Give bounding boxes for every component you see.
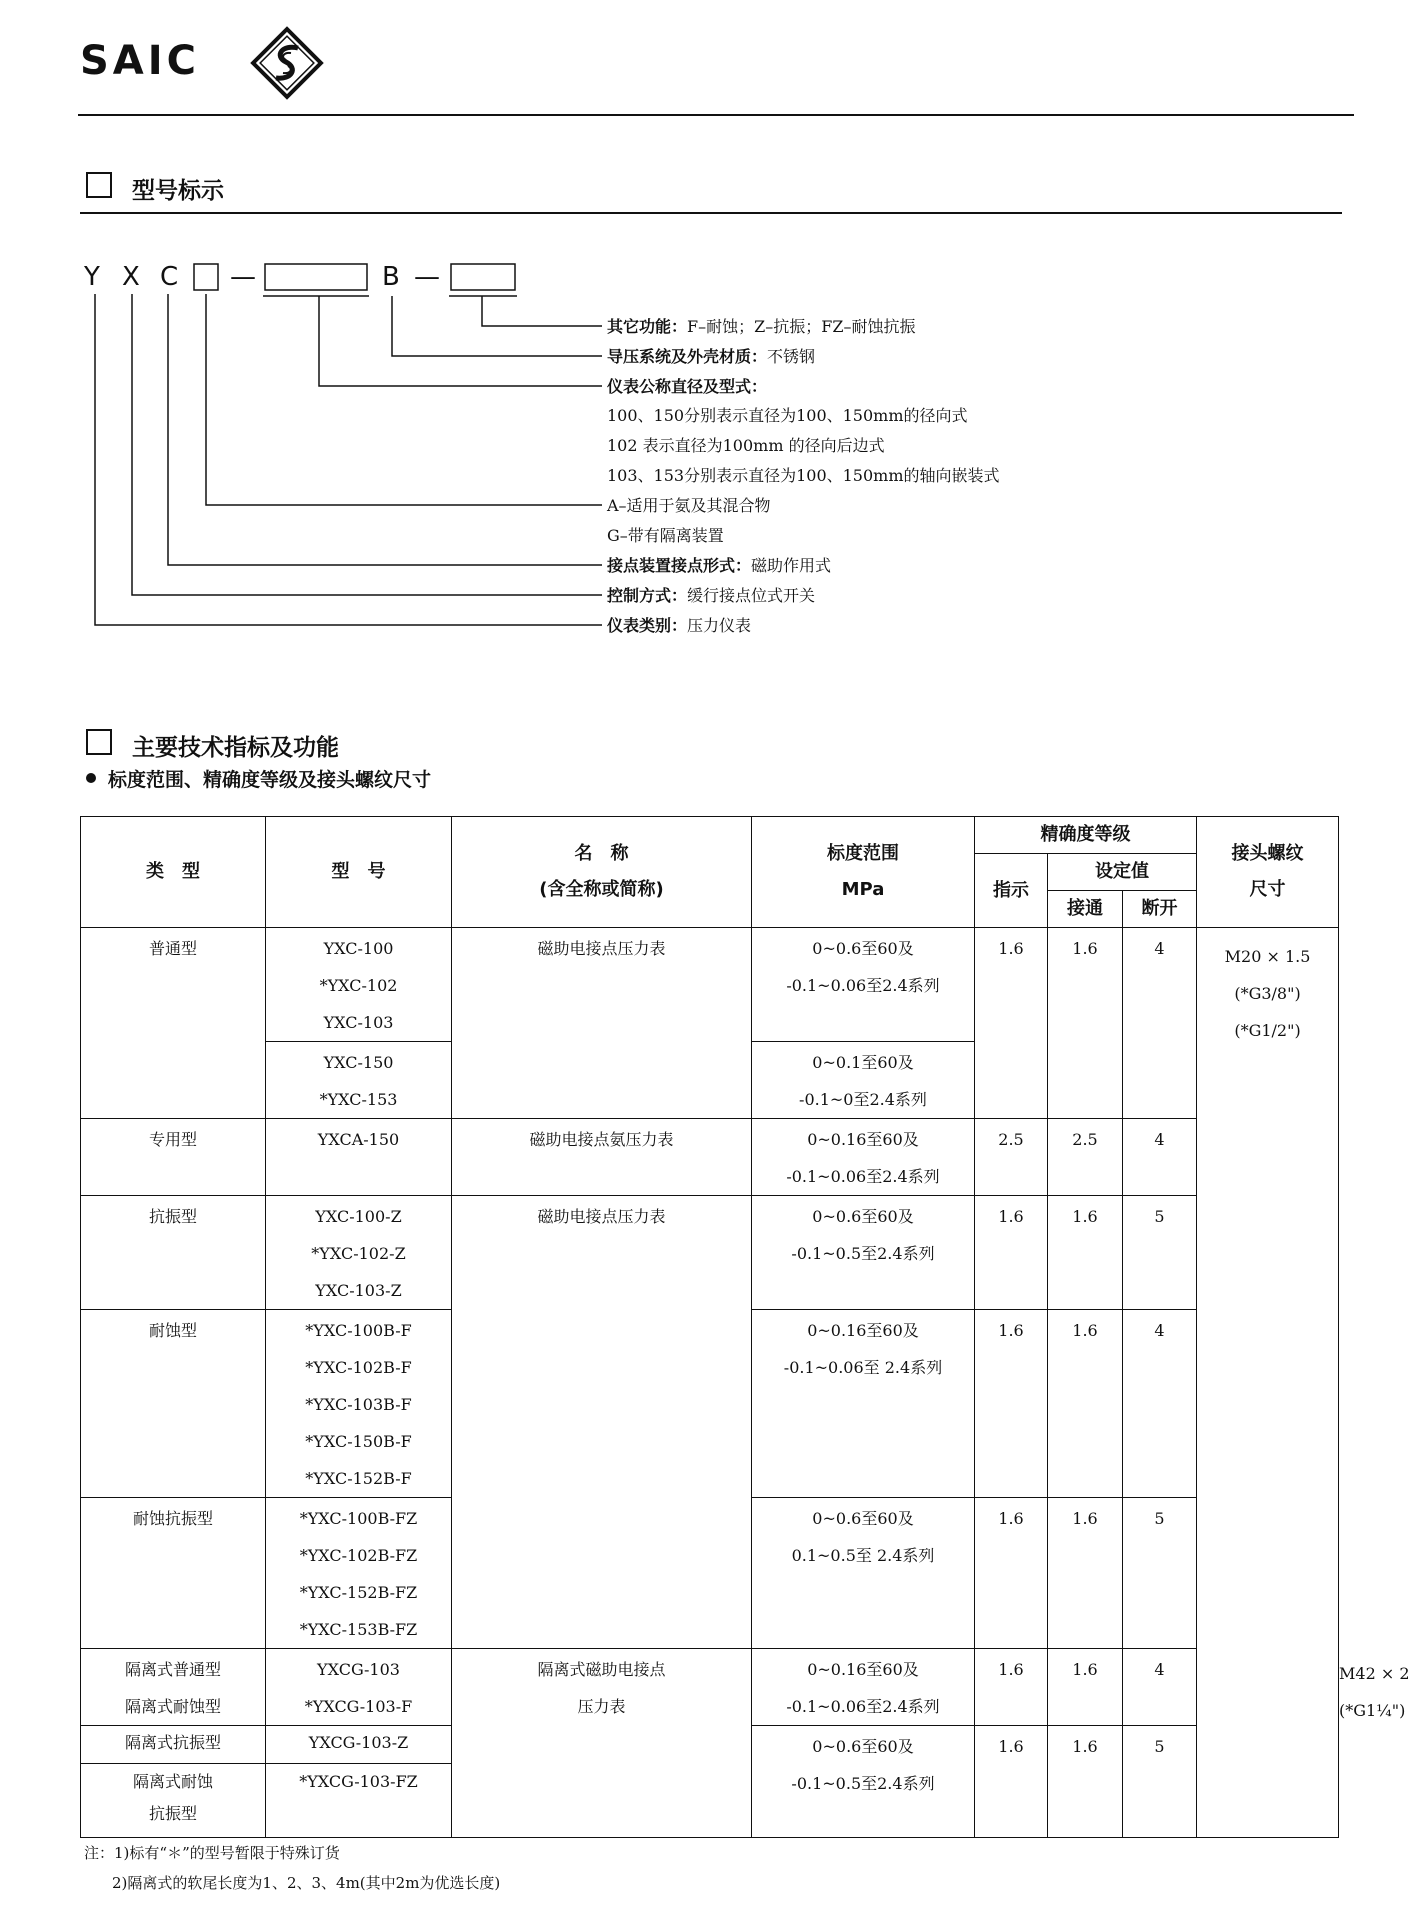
table-cell-indicate: 1.6 bbox=[975, 1196, 1048, 1310]
table-cell-type: 隔离式抗振型 bbox=[81, 1726, 266, 1764]
table-cell-thread: M20 × 1.5 (*G3/8") (*G1/2") bbox=[1197, 928, 1339, 1838]
bullet-dot-icon bbox=[86, 773, 96, 783]
table-cell-models: YXCG-103 *YXCG-103-F bbox=[266, 1649, 452, 1726]
code-letter-c: C bbox=[160, 262, 179, 292]
annotation: 导压系统及外壳材质：不锈钢 bbox=[607, 347, 816, 366]
code-dash: — bbox=[230, 262, 256, 292]
table-cell-range: 0~0.16至60及 -0.1~0.06至2.4系列 bbox=[752, 1649, 975, 1726]
table-cell-type: 抗振型 bbox=[81, 1196, 266, 1310]
table-cell-off: 4 bbox=[1123, 1310, 1197, 1498]
header-indicate: 指示 bbox=[975, 854, 1048, 928]
table-cell-range: 0~0.6至60及 -0.1~0.06至2.4系列 bbox=[752, 928, 975, 1042]
table-cell-type: 普通型 bbox=[81, 928, 266, 1119]
table-cell-on: 1.6 bbox=[1048, 1649, 1123, 1726]
table-cell-models: YXC-100 *YXC-102 YXC-103 bbox=[266, 928, 452, 1042]
table-cell-off: 5 bbox=[1123, 1726, 1197, 1838]
table-cell-models: YXC-100-Z *YXC-102-Z YXC-103-Z bbox=[266, 1196, 452, 1310]
footnote: 2)隔离式的软尾长度为1、2、3、4m(其中2m为优选长度) bbox=[112, 1874, 501, 1892]
table-cell-off: 4 bbox=[1123, 1119, 1197, 1196]
header-name: 名 称 (含全称或简称) bbox=[452, 817, 752, 928]
table-cell-models: YXCG-103-Z bbox=[266, 1726, 452, 1764]
table-cell-indicate: 1.6 bbox=[975, 928, 1048, 1119]
table-cell-on: 2.5 bbox=[1048, 1119, 1123, 1196]
header-type: 类 型 bbox=[81, 817, 266, 928]
section-title-specs: 主要技术指标及功能 bbox=[132, 735, 339, 761]
code-letter-b: B bbox=[382, 262, 400, 292]
section-title-model: 型号标示 bbox=[132, 178, 224, 204]
table-cell-type: 耐蚀抗振型 bbox=[81, 1498, 266, 1649]
table-cell-name: 磁助电接点压力表 bbox=[452, 928, 752, 1119]
annotation: 仪表类别：压力仪表 bbox=[607, 616, 752, 635]
annotation: 控制方式：缓行接点位式开关 bbox=[607, 586, 816, 605]
code-letter-y: Y bbox=[84, 262, 100, 292]
table-cell-on: 1.6 bbox=[1048, 1726, 1123, 1838]
table-cell-off: 5 bbox=[1123, 1196, 1197, 1310]
subsection-title: 标度范围、精确度等级及接头螺纹尺寸 bbox=[108, 769, 432, 791]
table-cell-off: 4 bbox=[1123, 928, 1197, 1119]
code-dash: — bbox=[414, 262, 440, 292]
table-cell-type: 专用型 bbox=[81, 1119, 266, 1196]
table-cell-on: 1.6 bbox=[1048, 1196, 1123, 1310]
header-off: 断开 bbox=[1123, 891, 1197, 928]
table-cell-indicate: 1.6 bbox=[975, 1726, 1048, 1838]
annotation: 100、150分别表示直径为100、150mm的径向式 bbox=[607, 406, 968, 425]
annotation: A–适用于氨及其混合物 bbox=[607, 496, 771, 515]
code-letter-x: X bbox=[122, 262, 140, 292]
table-cell-on: 1.6 bbox=[1048, 928, 1123, 1119]
table-cell-on: 1.6 bbox=[1048, 1498, 1123, 1649]
table-cell-on: 1.6 bbox=[1048, 1310, 1123, 1498]
table-cell-models: YXC-150 *YXC-153 bbox=[266, 1042, 452, 1119]
table-cell-indicate: 1.6 bbox=[975, 1649, 1048, 1726]
annotation: 仪表公称直径及型式： bbox=[607, 377, 768, 396]
annotation: 102 表示直径为100mm 的径向后边式 bbox=[607, 436, 885, 455]
annotation: G–带有隔离装置 bbox=[607, 526, 724, 545]
section-checkbox-icon bbox=[86, 729, 112, 755]
table-cell-type: 隔离式耐蚀 抗振型 bbox=[81, 1764, 266, 1838]
header-setting: 设定值 bbox=[1048, 854, 1197, 891]
header-thread: 接头螺纹 尺寸 bbox=[1197, 817, 1339, 928]
table-cell-range: 0~0.6至60及 0.1~0.5至 2.4系列 bbox=[752, 1498, 975, 1649]
header-on: 接通 bbox=[1048, 891, 1123, 928]
table-cell-range: 0~0.1至60及 -0.1~0至2.4系列 bbox=[752, 1042, 975, 1119]
table-cell-off: 4 bbox=[1123, 1649, 1197, 1726]
annotation: 103、153分别表示直径为100、150mm的轴向嵌装式 bbox=[607, 466, 1000, 485]
table-cell-type: 隔离式普通型 隔离式耐蚀型 bbox=[81, 1649, 266, 1726]
header-range: 标度范围 MPa bbox=[752, 817, 975, 928]
table-cell-type: 耐蚀型 bbox=[81, 1310, 266, 1498]
spec-table: 类 型 型 号 名 称 (含全称或简称) 标度范围 MPa 精确度等级 接头螺纹 尺寸 指示 设定值 接通 断开 普通型 YXC-100 *YXC-102 YXC-103 磁助电接点压力表 0~0.6至60及 -0.1~0.06至2.4系列 1.6 1.6 4 M20 × 1.5 (*G3/8") (*G1/2") YXC-150 *YXC-153 0~0.1至60及 -0.1~0至2.4系列 专用型 YXCA-150 磁助电接点氨压力表 0~0.16至60及 -0.1~0.06至2.4系列 2.5 2.5 4 抗振型 YXC-100-Z *YXC-102-Z YXC-103-Z 磁助电接点压力表 0~0.6至60及 -0.1~0.5至2.4系列 1.6 1.6 5 耐蚀型 *YXC-100B-F *YXC-102B-F *YXC-103B-F *YXC-150B-F *YXC-152B-F 0~0.16至60及 -0.1~0.06至 2.4系列 1.6 1.6 4 耐蚀抗振型 *YXC-100B-FZ *YXC-102B-FZ *YXC-152B-FZ *YXC-153B-FZ 0~0.6至60及 0.1~0.5至 2.4系列 1.6 1.6 5 隔离式普通型 隔离式耐蚀型 YXCG-103 *YXCG-103-F 隔离式磁助电接点 压力表 0~0.16至60及 -0.1~0.06至2.4系列 1.6 1.6 4 M42 × 2 (*G1¼") 隔离式抗振型 YXCG-103-Z 0~0.6至60及 -0.1~0.5至2.4系列 1.6 1.6 5 隔离式耐蚀 抗振型 *YXCG-103-FZ bbox=[80, 816, 1339, 1838]
table-cell-name: 磁助电接点氨压力表 bbox=[452, 1119, 752, 1196]
table-cell-indicate: 1.6 bbox=[975, 1498, 1048, 1649]
table-cell-range: 0~0.6至60及 -0.1~0.5至2.4系列 bbox=[752, 1196, 975, 1310]
annotation: 接点装置接点形式：磁助作用式 bbox=[607, 556, 832, 575]
table-cell-indicate: 2.5 bbox=[975, 1119, 1048, 1196]
table-cell-models: YXCA-150 bbox=[266, 1119, 452, 1196]
table-cell-indicate: 1.6 bbox=[975, 1310, 1048, 1498]
table-cell-range: 0~0.6至60及 -0.1~0.5至2.4系列 bbox=[752, 1726, 975, 1838]
table-cell-models: *YXC-100B-F *YXC-102B-F *YXC-103B-F *YXC-150B-F *YXC-152B-F bbox=[266, 1310, 452, 1498]
table-cell-models: *YXC-100B-FZ *YXC-102B-FZ *YXC-152B-FZ *YXC-153B-FZ bbox=[266, 1498, 452, 1649]
brand-name: SAIC bbox=[80, 38, 201, 84]
header-accuracy: 精确度等级 bbox=[975, 817, 1197, 854]
table-cell-off: 5 bbox=[1123, 1498, 1197, 1649]
footnote: 注：1)标有“＊”的型号暂限于特殊订货 bbox=[84, 1844, 340, 1862]
header-model: 型 号 bbox=[266, 817, 452, 928]
table-cell-range: 0~0.16至60及 -0.1~0.06至 2.4系列 bbox=[752, 1310, 975, 1498]
table-cell-models: *YXCG-103-FZ bbox=[266, 1764, 452, 1838]
table-cell-name: 隔离式磁助电接点 压力表 bbox=[452, 1649, 752, 1838]
table-cell-range: 0~0.16至60及 -0.1~0.06至2.4系列 bbox=[752, 1119, 975, 1196]
annotation: 其它功能：F–耐蚀；Z–抗振；FZ–耐蚀抗振 bbox=[607, 317, 916, 336]
table-cell-name: 磁助电接点压力表 bbox=[452, 1196, 752, 1649]
